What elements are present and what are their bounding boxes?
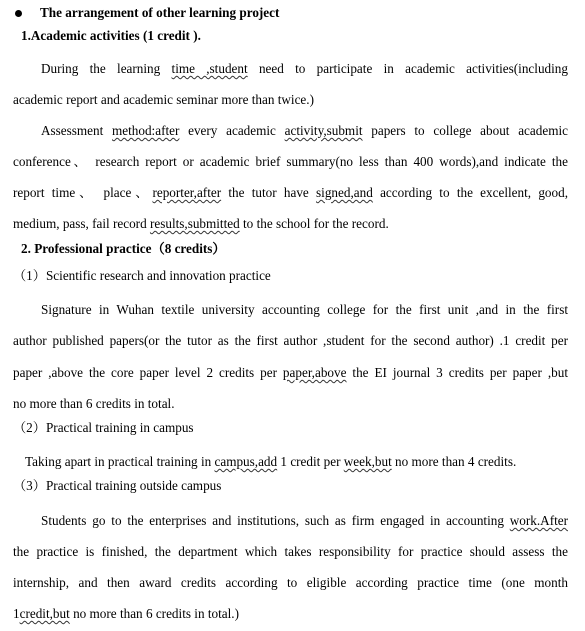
paragraph-line: paper ,above the core paper level 2 credits per paper,above the EI journal 3 credits per paper ,but (13, 365, 568, 380)
document-heading: The arrangement of other learning project (40, 5, 280, 20)
paragraph-line: the practice is finished, the department which takes responsibility for practice should assess the (13, 544, 568, 559)
paragraph-line: Taking apart in practical training in campus,add 1 credit per week,but no more than 4 credits. (25, 454, 517, 469)
paragraph-line: Students go to the enterprises and institutions, such as firm engaged in accounting work.After (41, 513, 568, 528)
paragraph-line: medium, pass, fail record results,submitted to the school for the record. (13, 216, 389, 231)
paragraph-line: During the learning time ,student need to participate in academic activities(including (41, 61, 568, 76)
paragraph-line: 1credit,but no more than 6 credits in total.) (13, 606, 239, 621)
paragraph-line: no more than 6 credits in total. (13, 396, 175, 411)
subsection-title-campus: （2）Practical training in campus (13, 420, 194, 435)
paragraph-line: Signature in Wuhan textile university accounting college for the first unit ,and in the first (41, 302, 568, 317)
subsection-title-research: （1）Scientific research and innovation practice (13, 268, 271, 283)
paragraph-line: report time、 place、reporter,after the tutor have signed,and according to the excellent, good, (13, 185, 568, 200)
paragraph-line: Assessment method:after every academic activity,submit papers to college about academic (41, 123, 568, 138)
bullet-point (15, 10, 22, 17)
paragraph-line: internship, and then award credits according to eligible according practice time (one month (13, 575, 568, 590)
paragraph-line: conference、 research report or academic brief summary(no less than 400 words),and indicate the (13, 154, 568, 169)
paragraph-line: academic report and academic seminar more than twice.) (13, 92, 314, 107)
section-title-practice: 2. Professional practice（8 credits） (21, 241, 226, 256)
subsection-title-outside: （3）Practical training outside campus (13, 478, 222, 493)
paragraph-line: author published papers(or the tutor as the first author ,student for the second author) .1 credit per (13, 333, 568, 348)
section-title-academic: 1.Academic activities (1 credit ). (21, 28, 201, 43)
